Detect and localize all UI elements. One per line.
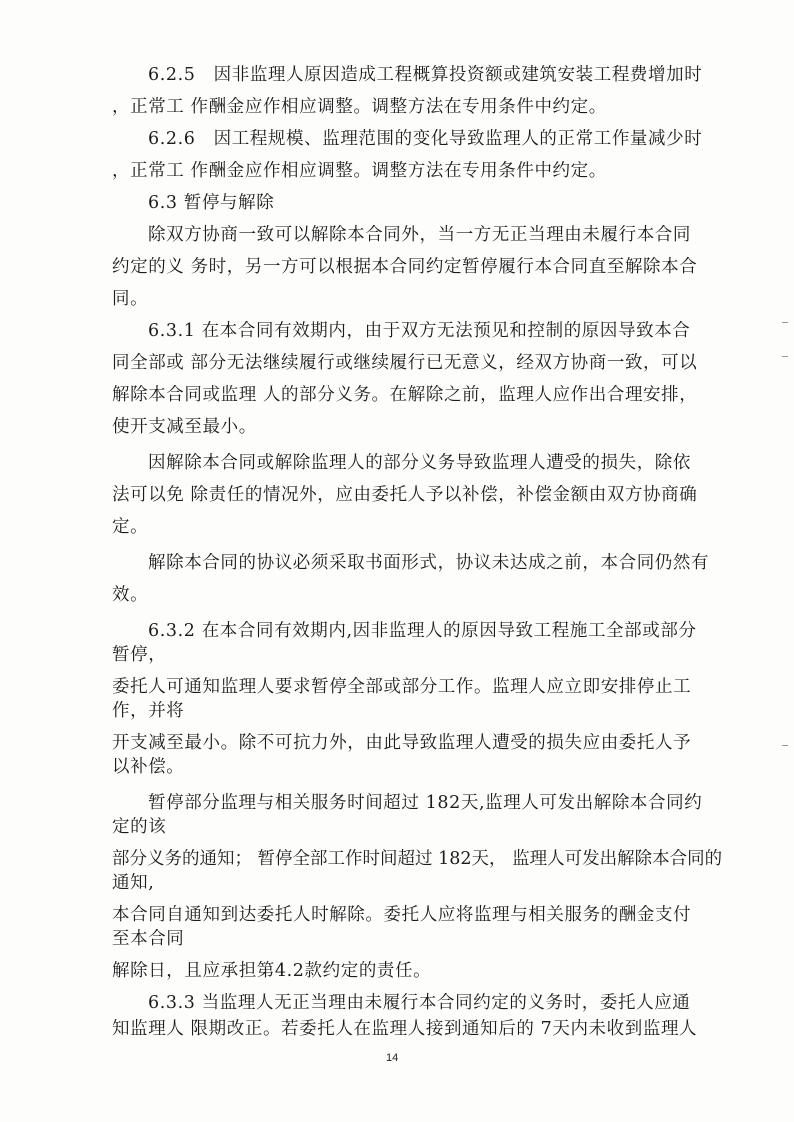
clause-6-3-2-line-1: 6.3.2 在本合同有效期内,因非监理人的原因导致工程施工全部或部分 — [148, 621, 697, 641]
clause-6-2-6-line-2: ，正常工 作酬金应作相应调整。调整方法在专用条件中约定。 — [112, 161, 607, 181]
clause-6-3-1-line-2: 同全部或 部分无法继续履行或继续履行已无意义，经双方协商一致，可以 — [112, 353, 698, 373]
section-heading-6-3: 6.3 暂停与解除 — [148, 193, 275, 213]
clause-6-3-3-line-2: 知监理人 限期改正。若委托人在监理人接到通知后的 7天内未收到监理人 — [112, 1019, 698, 1039]
clause-6-2-5-line-2: ，正常工 作酬金应作相应调整。调整方法在专用条件中约定。 — [112, 97, 607, 117]
clause-6-3-1-line-3: 解除本合同或监理 人的部分义务。在解除之前，监理人应作出合理安排， — [112, 385, 698, 405]
clause-6-3-2-line-2: 暂停， — [112, 645, 167, 665]
paragraph-6-3-line-3: 同。 — [112, 289, 149, 309]
compensation-paragraph-line-1: 因解除本合同或解除监理人的部分义务导致监理人遭受的损失，除依 — [148, 453, 691, 473]
suspension-paragraph-line-4: 通知, — [112, 873, 155, 893]
compensation-paragraph-line-3: 定。 — [112, 517, 149, 537]
clause-6-3-2-line-5: 开支减至最小。除不可抗力外，由此导致监理人遭受的损失应由委托人予 — [112, 733, 692, 753]
suspension-paragraph-line-6: 至本合同 — [112, 929, 185, 949]
paragraph-6-3-line-1: 除双方协商一致可以解除本合同外，当一方无正当理由未履行本合同 — [148, 225, 691, 245]
suspension-paragraph-line-5: 本合同自通知到达委托人时解除。委托人应将监理与相关服务的酬金支付 — [112, 905, 692, 925]
suspension-paragraph-line-2: 定的该 — [112, 817, 167, 837]
clause-6-3-1-line-1: 6.3.1 在本合同有效期内，由于双方无法预见和控制的原因导致本合 — [148, 321, 691, 341]
clause-6-3-2-line-6: 以补偿。 — [112, 757, 185, 777]
page-number: 14 — [386, 1052, 399, 1064]
clause-6-2-6-line-1: 6.2.6 因工程规模、监理范围的变化导致监理人的正常工作量减少时 — [148, 129, 703, 149]
scan-edge-mark — [782, 745, 788, 746]
paragraph-6-3-line-2: 约定的义 务时，另一方可以根据本合同约定暂停履行本合同直至解除本合 — [112, 257, 698, 277]
written-form-paragraph-line-1: 解除本合同的协议必须采取书面形式，协议未达成之前，本合同仍然有 — [148, 553, 710, 573]
clause-6-3-2-line-3: 委托人可通知监理人要求暂停全部或部分工作。监理人应立即安排停止工 — [112, 677, 692, 697]
suspension-paragraph-line-7: 解除日，且应承担第4.2款约定的责任。 — [112, 961, 432, 981]
compensation-paragraph-line-2: 法可以免 除责任的情况外，应由委托人予以补偿，补偿金额由双方协商确 — [112, 485, 698, 505]
clause-6-2-5-line-1: 6.2.5 因非监理人原因造成工程概算投资额或建筑安装工程费增加时 — [148, 65, 703, 85]
suspension-paragraph-line-3: 部分义务的通知； 暂停全部工作时间超过 182天， 监理人可发出解除本合同的 — [112, 849, 723, 869]
written-form-paragraph-line-2: 效。 — [112, 585, 149, 605]
scan-edge-mark — [782, 322, 788, 323]
scan-edge-mark — [782, 356, 788, 357]
clause-6-3-3-line-1: 6.3.3 当监理人无正当理由未履行本合同约定的义务时，委托人应通 — [148, 993, 691, 1013]
clause-6-3-1-line-4: 使开支减至最小。 — [112, 417, 257, 437]
clause-6-3-2-line-4: 作，并将 — [112, 701, 185, 721]
suspension-paragraph-line-1: 暂停部分监理与相关服务时间超过 182天,监理人可发出解除本合同约 — [148, 793, 703, 813]
